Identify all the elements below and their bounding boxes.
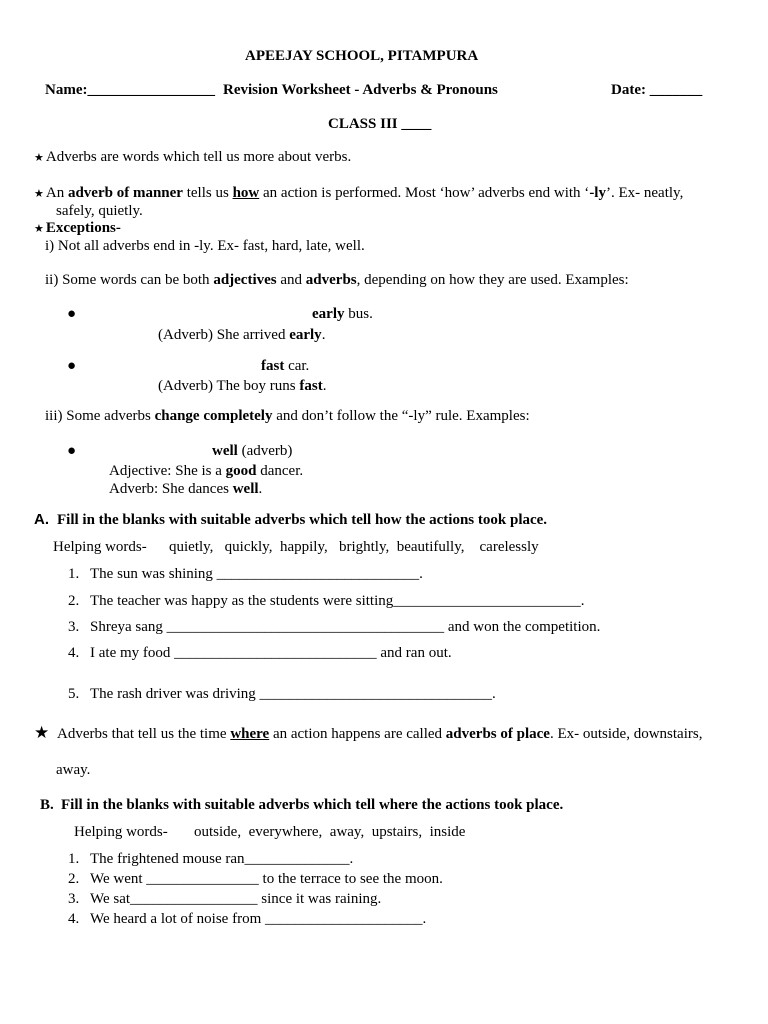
- class-label: CLASS III: [328, 116, 398, 132]
- manner-text: an action is performed. Most ‘how’ adverbs end with ‘: [259, 185, 590, 201]
- place-text: an action happens are called: [269, 726, 446, 742]
- section-a-item-num: 3.: [68, 619, 80, 635]
- example-text: bus.: [344, 306, 373, 322]
- worksheet-title: Revision Worksheet - Adverbs & Pronouns: [223, 82, 498, 98]
- example-text: (Adverb) She arrived: [158, 327, 290, 343]
- manner-text: ’. Ex- neatly,: [605, 185, 684, 201]
- section-b-item-num: 2.: [68, 871, 80, 887]
- example-text: .: [322, 378, 327, 394]
- exc-text: and don’t follow the “-ly” rule. Examples:: [272, 408, 530, 424]
- section-b-item: We went _______________ to the terrace to see the moon.: [90, 871, 443, 887]
- manner-text: tells us: [182, 185, 233, 201]
- example-early: [312, 305, 373, 323]
- section-a-item: The rash driver was driving _______________________________.: [90, 686, 496, 702]
- class-field: [328, 115, 431, 133]
- section-b-helping-words: outside, everywhere, away, upstairs, inside: [194, 824, 466, 840]
- manner-term: adverb of manner: [67, 185, 183, 201]
- exception-ii: [45, 271, 629, 289]
- example-fast-adverb: [158, 377, 326, 395]
- example-text: Adjective: She is a: [109, 463, 226, 479]
- exc-text: iii) Some adverbs: [45, 408, 155, 424]
- example-word: fast: [261, 358, 285, 374]
- manner-note-cont: safely, quietly.: [56, 203, 143, 219]
- date-field: [611, 81, 702, 99]
- adverb-definition: [34, 148, 351, 166]
- example-good-adjective: [109, 462, 303, 480]
- manner-ly: -ly: [589, 185, 606, 201]
- section-a-item: Shreya sang _____________________________________ and won the competition.: [90, 619, 601, 635]
- example-text: (Adverb) The boy runs: [158, 378, 300, 394]
- section-a-helping-words: quietly, quickly, happily, brightly, beautifully, carelessly: [169, 539, 539, 555]
- bullet: ●: [67, 358, 77, 374]
- exception-iii: [45, 407, 530, 425]
- section-b-item-num: 1.: [68, 851, 80, 867]
- example-early-adverb: [158, 326, 325, 344]
- exc-text: and: [276, 272, 306, 288]
- name-label: Name:: [45, 82, 88, 98]
- bullet: ●: [67, 306, 77, 322]
- section-b-letter: B.: [40, 797, 54, 813]
- star-icon: ★: [34, 152, 44, 164]
- exc-term: change completely: [154, 408, 273, 424]
- example-word: early: [289, 327, 322, 343]
- example-text: Adverb: She dances: [109, 481, 233, 497]
- example-fast: [261, 357, 309, 375]
- example-word: well: [232, 481, 259, 497]
- section-b-heading: Fill in the blanks with suitable adverbs which tell where the actions took place.: [61, 797, 564, 813]
- exc-text: ii) Some words can be both: [45, 272, 214, 288]
- exception-i: i) Not all adverbs end in -ly. Ex- fast, hard, late, well.: [45, 238, 365, 254]
- example-text: car.: [284, 358, 310, 374]
- name-field: [45, 81, 215, 99]
- place-text: . Ex- outside, downstairs,: [549, 726, 703, 742]
- section-b-item: We heard a lot of noise from _____________________.: [90, 911, 427, 927]
- example-well-adverb: [109, 480, 262, 498]
- section-a-item: I ate my food ___________________________ and ran out.: [90, 645, 452, 661]
- school-name: APEEJAY SCHOOL, PITAMPURA: [245, 48, 479, 64]
- place-note: [57, 725, 702, 743]
- exceptions-label: Exceptions-: [45, 220, 121, 236]
- section-a-item: The teacher was happy as the students were sitting_________________________.: [90, 593, 585, 609]
- manner-note: [34, 184, 683, 202]
- exc-term: adjectives: [213, 272, 277, 288]
- example-text: .: [258, 481, 263, 497]
- manner-how: how: [232, 185, 260, 201]
- definition-text: Adverbs are words which tell us more about verbs.: [45, 149, 352, 165]
- section-b-helping-label: Helping words-: [74, 824, 168, 840]
- section-a-letter: A.: [34, 511, 49, 528]
- name-blank: _________________: [87, 82, 215, 98]
- section-a-item-num: 5.: [68, 686, 80, 702]
- exceptions-heading: [34, 219, 121, 237]
- example-word: well: [212, 443, 238, 459]
- example-text: (adverb): [237, 443, 293, 459]
- manner-text: An: [45, 185, 68, 201]
- exc-term: adverbs: [305, 272, 357, 288]
- date-label: Date:: [611, 82, 646, 98]
- section-a-item-num: 4.: [68, 645, 80, 661]
- bullet: ●: [67, 443, 77, 459]
- date-blank: _______: [645, 82, 703, 98]
- star-icon: ★: [34, 723, 50, 742]
- place-where: where: [230, 726, 270, 742]
- section-b-item: We sat_________________ since it was raining.: [90, 891, 382, 907]
- place-term: adverbs of place: [445, 726, 550, 742]
- place-text: Adverbs that tell us the time: [57, 726, 231, 742]
- example-word: early: [312, 306, 345, 322]
- example-text: .: [321, 327, 326, 343]
- section-a-item: The sun was shining ___________________________.: [90, 566, 423, 582]
- class-blank: ____: [397, 116, 432, 132]
- section-b-item-num: 3.: [68, 891, 80, 907]
- section-a-item-num: 2.: [68, 593, 80, 609]
- star-icon: ★: [34, 223, 44, 235]
- section-a-item-num: 1.: [68, 566, 80, 582]
- section-a-helping-label: Helping words-: [53, 539, 147, 555]
- star-icon: ★: [34, 188, 44, 200]
- section-a-heading: Fill in the blanks with suitable adverbs which tell how the actions took place.: [57, 512, 548, 528]
- place-note-cont: away.: [56, 762, 91, 778]
- section-b-item-num: 4.: [68, 911, 80, 927]
- exc-text: , depending on how they are used. Examples:: [356, 272, 629, 288]
- example-word: fast: [299, 378, 323, 394]
- example-word: good: [225, 463, 257, 479]
- example-text: dancer.: [256, 463, 304, 479]
- section-b-item: The frightened mouse ran______________.: [90, 851, 354, 867]
- example-well: [212, 442, 292, 460]
